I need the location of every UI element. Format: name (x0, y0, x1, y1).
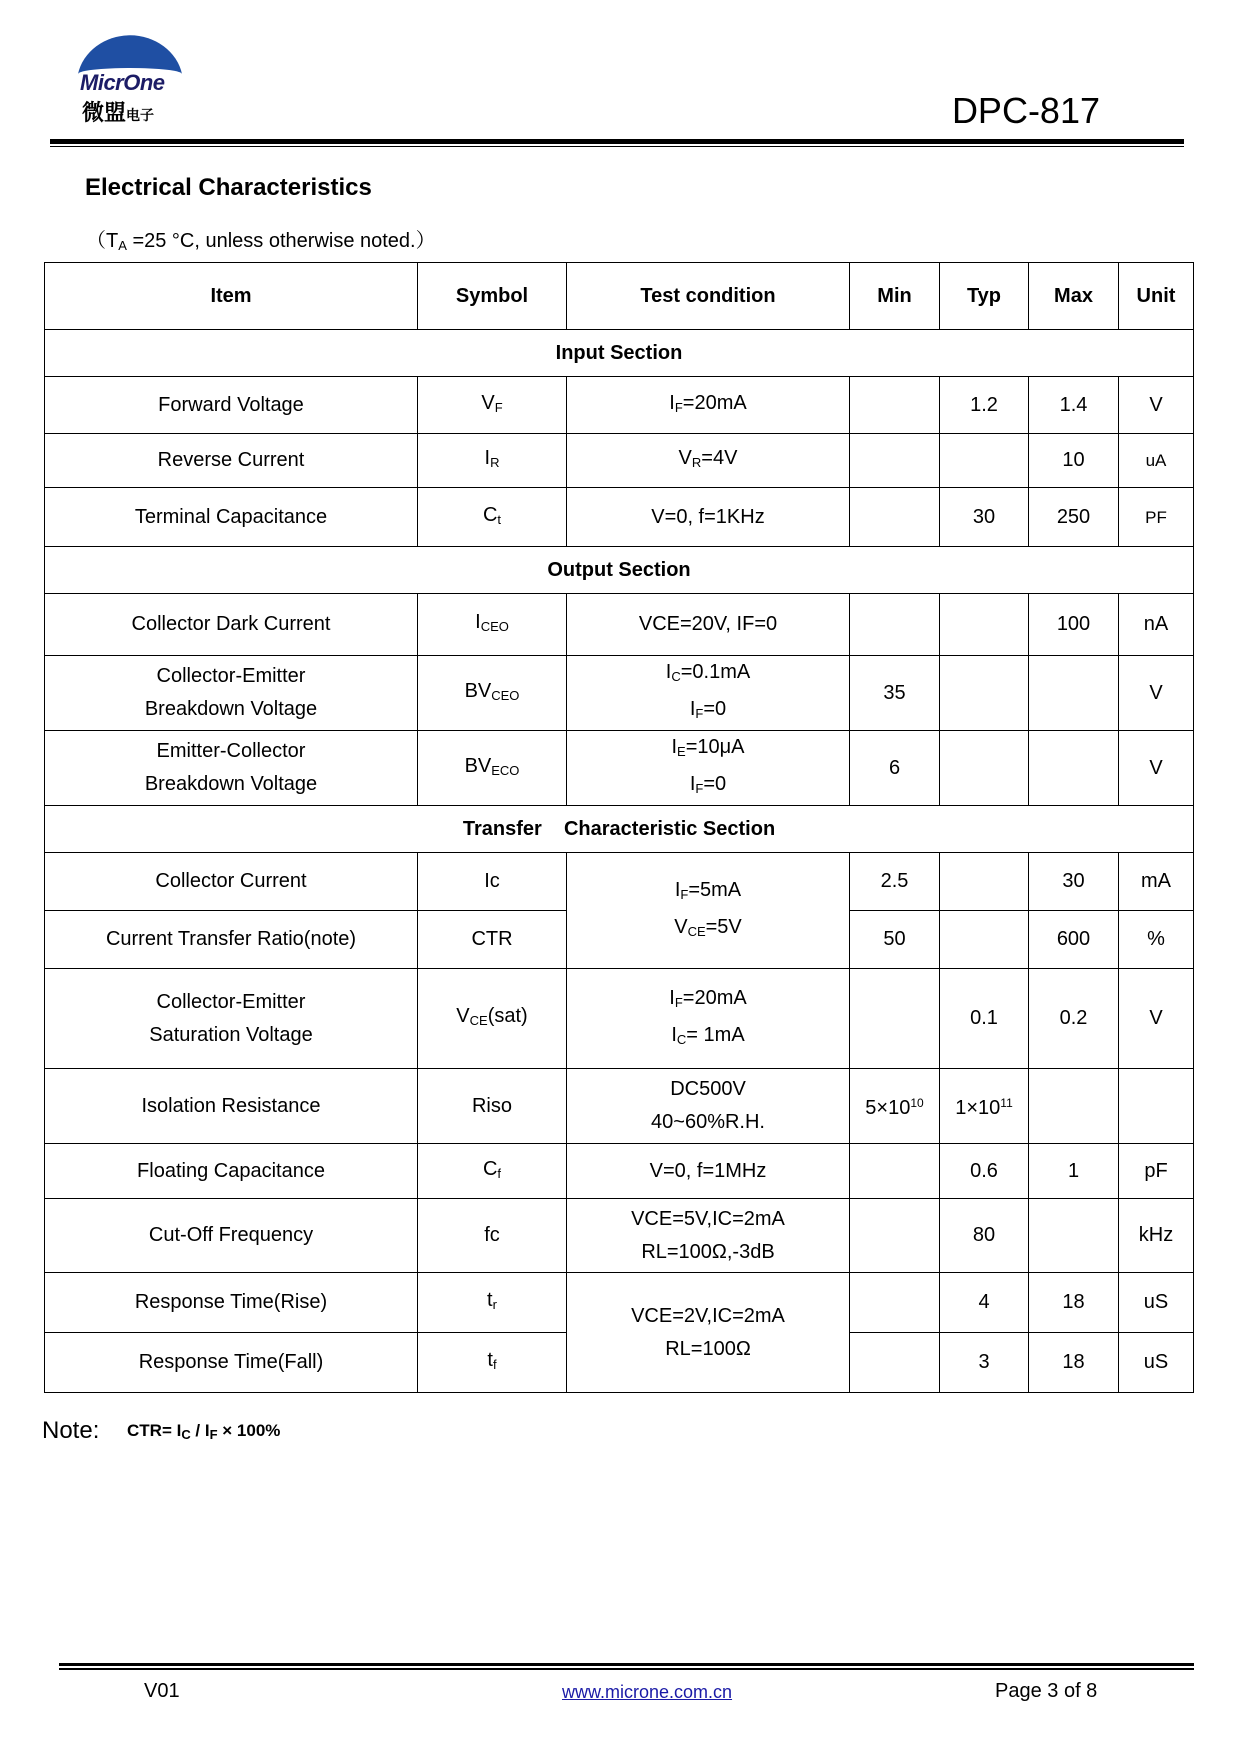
test-conditions-note: （$T_A =25$ °C, unless otherwise noted.） (86, 230, 436, 253)
note-label: Note: (42, 1417, 100, 1444)
table-header-row (45, 263, 1194, 330)
note-formula: $CTR= I_C / I_F \times 100\%$ (127, 1421, 281, 1442)
logo-text-en: MicrOne (80, 70, 165, 95)
transfer-section-heading: Transfer Characteristic Section (45, 806, 1194, 853)
table-row: Collector-Emitter Saturation Voltage $V_{CE}(sat)$ $I_F=20mA$ $I_C= 1mA$ 0.1 0.2 V (45, 969, 1194, 1069)
header-rule (50, 139, 1184, 144)
header-unit: Unit (1119, 263, 1194, 330)
header-rule-thin (50, 146, 1184, 147)
table-row: Isolation Resistance Riso DC500V 40~60%R.H. $5\times 10^{10}$ $1\times 10^{11}$ (45, 1069, 1194, 1144)
table-row: Collector Current Ic $I_F=5mA$ $V_{CE}=5V$ 2.5 30 mA (45, 853, 1194, 911)
website-link[interactable]: www.microne.com.cn (562, 1682, 733, 1702)
version: V01 (144, 1680, 180, 1702)
footer-rule (59, 1663, 1194, 1666)
footer-rule-thin (59, 1668, 1194, 1670)
table-row: Collector-Emitter Breakdown Voltage $BV_{CEO}$ $I_C=0.1mA$ $I_F=0$ 35 V (45, 656, 1194, 731)
input-section-heading: Input Section (45, 330, 1194, 377)
table-row: Collector Dark Current $I_{CEO}$ VCE=20V, IF=0 100 nA (45, 594, 1194, 656)
table-row: Forward Voltage $V_F$ $I_F=20mA$ 1.2 1.4 V (45, 377, 1194, 434)
output-section-heading: Output Section (45, 547, 1194, 594)
logo-text-cn: 微盟电子 (82, 100, 155, 125)
table-row: Floating Capacitance $C_f$ V=0, f=1MHz 0.6 1 pF (45, 1144, 1194, 1199)
page-number: Page 3 of 8 (995, 1680, 1098, 1702)
section-title: Electrical Characteristics (85, 174, 372, 201)
header-test-condition: Test condition (567, 263, 850, 330)
table-row: Reverse Current $I_R$ $V_R=4V$ 10 uA (45, 434, 1194, 488)
header-symbol: Symbol (418, 263, 567, 330)
part-number: DPC-817 (951, 90, 1100, 131)
table-row: Emitter-Collector Breakdown Voltage $BV_{ECO}$ $I_E=10\mu A$ $I_F=0$ 6 V (45, 731, 1194, 806)
table-row: Cut-Off Frequency fc VCE=5V,IC=2mA RL=100Ω,-3dB 80 kHz (45, 1199, 1194, 1273)
header-max: Max (1029, 263, 1119, 330)
table-row: Current Transfer Ratio(note) CTR 50 600 % (45, 911, 1194, 969)
electrical-characteristics-table (44, 262, 1194, 1393)
header-item: Item (45, 263, 418, 330)
table-row: Response Time(Rise) $t_r$ VCE=2V,IC=2mA RL=100Ω 4 18 uS (45, 1273, 1194, 1333)
header-typ: Typ (940, 263, 1029, 330)
table-row: Response Time(Fall) $t_f$ 3 18 uS (45, 1333, 1194, 1393)
header-min: Min (850, 263, 940, 330)
table-row: Terminal Capacitance $C_t$ V=0, f=1KHz 30 250 PF (45, 488, 1194, 547)
